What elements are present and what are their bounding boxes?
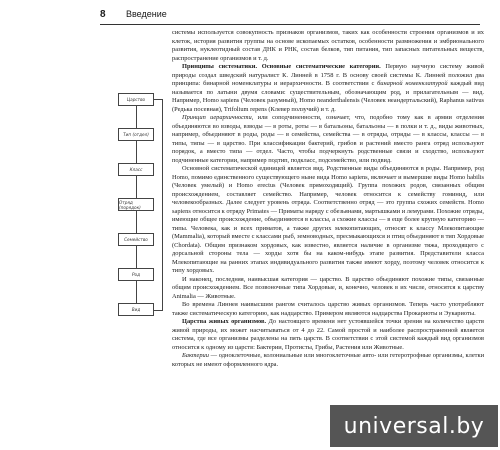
diagram-box-kingdom: Царство [118,93,154,106]
paragraph: Принцип иерархичности, или соподчиненности, означает, что, подобно тому как в армии отделения объединяются во взводы, взводы — в роты, роты — в батальоны, батальоны — в полки и т. д., виды животных, например, объединяют в роды, роды — в семейства, семейства — в отряды, отряды — в классы, классы — в типы, типы — в царство. При классификации бактерий, грибов и растений вместо ранга отряд используют порядок, а вместо типа — отдел. Часто, чтобы подчеркнуть родственные связи и сходство, используют подчиненные категории, например подтип, подкласс, подсемейство, или подвид. [172,114,484,164]
paragraph: И наконец, последняя, наивысшая категория — царство. В царство объединяют похожие типы, связанные общим происхождением. Все позвоночные типа Хордовые, и, конечно, человек в их числе, относятся к царству Animalia — Животные. [172,275,484,300]
subheading: Царства живых организмов. [182,318,267,325]
paragraph: системы используется совокупность признаков организмов, таких как особенности строения организмов и их клеток, история развития группы на основе ископаемых остатков, особенности размножения и эмбрионального развития, нуклеотидный состав ДНК и РНК, состав белков, тип питания, тип запасных питательных веществ, распространение организмов и т. д. [172,29,484,62]
diagram-box-family: Семейство [118,233,154,246]
paragraph: Бактерии — одноклеточные, колониальные или многоклеточные авто- или гетеротрофные организмы, клетки которых не имеют оформленного ядра. [172,352,484,368]
paragraph: Принципы систематики. Основные систематические категории. Первую научную систему живой природы создал шведский натуралист К. Линней в 1758 г. В основу своей системы К. Линней положил два принципа: бинарной номенклатуры и иерархичности. В соответствии с бинарной номенклатурой каждый вид называется по латыни двумя словами: существительным, обозначающим род, и прилагательным — вид. Например, Homo sapiens (Человек разумный), Homo neanderthalensis (Человек неандертальский), Raphanus sativus (Редька посевная), Trifolium repens (Клевер ползучий) и т. д. [172,63,484,113]
diagram-box-genus: Род [118,268,154,281]
diagram-connector [136,281,137,303]
paragraph: Царства живых организмов. До настоящего времени нет устоявшейся точки зрения на количество царств живой природы, их может насчитываться от 4 до 22. Самой простой и наиболее распространенной является система, где все организмы разделены на пять царств. В соответствии с этой системой каждый вид организмов относится к одному из царств: Бактерии, Протисты, Грибы, Растения или Животные. [172,318,484,351]
taxonomy-hierarchy-diagram [118,93,172,325]
paragraph: Во времена Линнея наивысшим рангом считалось царство живых организмов. Теперь часто употребляют также систематическую категорию, как надцарство. Примером являются надцарства Прокариоты и Эукариоты. [172,301,484,317]
diagram-box-class: Класс [118,163,154,176]
page-header [100,9,480,25]
diagram-box-species: Вид [118,303,154,316]
diagram-side-bracket [154,99,163,311]
body-text [172,29,484,449]
page-number: 8 [100,9,106,20]
header-rule [100,24,480,25]
diagram-connector [136,106,137,128]
watermark: universal.by [330,405,498,447]
subheading: Принципы систематики. Основные систематические категории. [182,63,381,70]
diagram-box-order: Отряд (порядок) [118,198,154,211]
diagram-connector [136,246,137,268]
diagram-connector [136,211,137,233]
section-title: Введение [126,9,167,19]
diagram-box-phylum: Тип (отдел) [118,128,154,141]
diagram-connector [136,176,137,198]
paragraph: Основной систематической единицей является вид. Родственные виды объединяются в роды. Например, род Homo, помимо единственного существующего ныне вида Homo sapiens, включает и вымершие виды Homo habilis (Человек умелый) и Homo erectus (Человек прямоходящий). Группа похожих родов, связанных общим происхождением, составляет семейство. Например, человек относится к семейству гоминид, или человекообразных. Далее следует уровень отряда. Соответственно отряд — это группа схожих семейств. Homo sapiens относится к отряду Primates — Приматы наряду с обезьянами, мартышками и лемурами. Похожие отряды, имеющие общее происхождение, объединяются в классы, а схожие классы — в еще более крупную категорию — типы. Человека, как и всех приматов, а также других млекопитающих, относят к классу Млекопитающие (Mammalia), который вместе с классами рыб, земноводных, пресмыкающихся и птиц объединяют в тип Хордовые (Chordata). Общим признаком хордовых, как известно, является наличие в организме тяжа, проходящего с дорсальной стороны тела — хорды хотя бы на каком-нибудь этапе развития. Представители класса Млекопитающие на ранних этапах индивидуального развития также имеют хорду, поэтому человек относится к типу хордовых. [172,165,484,274]
diagram-connector [136,141,137,163]
